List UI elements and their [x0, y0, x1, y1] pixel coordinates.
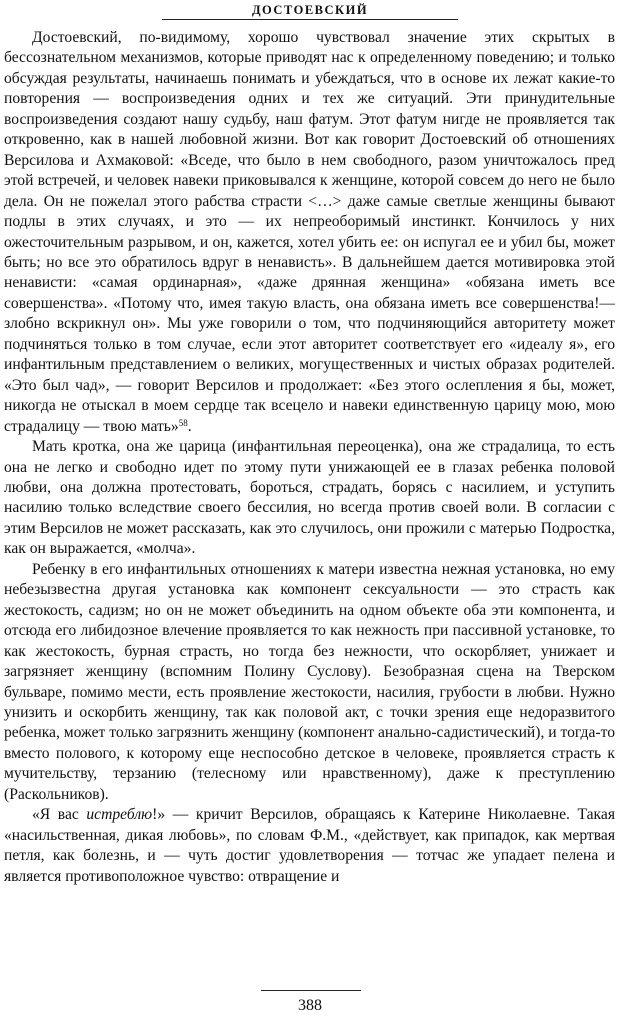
footnote-ref-58[interactable]: 58: [178, 417, 188, 428]
paragraph-1: [4, 28, 615, 437]
paragraph-4-text: !» — кричит Версилов, обращаясь к Катерине Николаевне. Такая «насильственная, дикая любовь», по словам Ф.М., «действует, как припадок, как мертвая петля, как болезнь, и — чуть достиг удовлетворения — тотчас же упадает пелена и является противоположное чувство: отвращение и: [4, 806, 615, 885]
footer-rule: [261, 990, 361, 991]
paragraph-1-text: Достоевский, по-видимому, хорошо чувствовал значение этих скрытых в бессознательном механизмов, которые приводят нас к определенному поведению; и только обсуждая результаты, начинаешь понимать и убеждаться, что в основе их лежат какие-то повторения — воспроизведения одних и тех же ситуаций. Эти принудительные воспроизведения создают нашу судьбу, наш фатум. Этот фатум нигде не проявляется так откровенно, как в нашей любовной жизни. Вот как говорит Достоевский об отношениях Версилова и Ахмаковой: «Вседе, что было в нем свободного, разом уничтожалось пред этой встречей, и человек навеки приковывался к женщине, которой совсем до него не было дела. Он не пожелал этого рабства страсти <…> даже самые светлые женщины бывают подлы в этих случаях, и это — их непреоборимый инстинкт. Кончилось у них ожесточительным разрывом, и он, кажется, хотел убить ее: он испугал ее и убил бы, может быть; но все это обратилось вдруг в ненависть». В дальнейшем дается мотивировка этой ненависти: «самая ординарная», «даже дрянная женщина» «обязана иметь все совершенства». «Потому что, имея такую власть, она обязана иметь все совершенства!— злобно вскрикнул он». Мы уже говорили о том, что подчиняющийся авторитету может подчиняться только в том случае, если этот авторитет соответствует его «идеалу я», его инфантильным представлением о великих, могущественных и чистых образах родителей. «Это был чад», — говорит Версилов и продолжает: «Без этого ослепления я бы, может, никогда не отыскал в моем сердце так всецело и навеки единственную царицу мою, мою страдалицу — твою мать»: [4, 29, 615, 435]
paragraph-3: Ребенку в его инфантильных отношениях к матери известна нежная установка, но ему небезызвестна другая установка как компонент сексуальности — это страсть как жестокость, садизм; но он не может объединить на одном объекте оба эти компонента, и отсюда его либидозное влечение проявляется то как нежность при пассивной установке, то как жестокость, бурная страсть, но тогда без нежности, что оскорбляет, унижает и загрязняет женщину (вспомним Полину Суслову). Безобразная сцена на Тверском бульваре, помимо мести, есть проявление жестокости, насилия, грубости в любви. Нужно унизить и оскорбить женщину, так как половой акт, с точки зрения еще недоразвитого ребенка, может только загрязнить женщину (компонент анально-садистический), и тогда-то вместо полового, к которому еще неспособно детское в человеке, проявляется страсть к мучительству, терзанию (телесному или нравственному), даже к преступлению (Раскольников).: [4, 560, 615, 803]
paragraph-1-end: .: [187, 417, 192, 435]
page-number: 388: [298, 997, 322, 1014]
running-head: ДОСТОЕВСКИЙ: [251, 3, 369, 17]
paragraph-4: [4, 805, 615, 887]
italic-word: истреблю: [86, 806, 153, 824]
header-rule: [162, 19, 458, 20]
body-text: [4, 28, 615, 887]
paragraph-2: Мать кротка, она же царица (инфантильная переоценка), она же страдалица, то есть она не легко и свободно идет по этому пути унижающей ее в глазах ребенка половой любви, она должна протестовать, бороться, страдать, борясь с насилием, и уступить насилию только вследствие своего бессилия, но всегда против своей воли. В согласии с этим Версилов не может рассказать, как это случилось, они прожили с матерью Подростка, как он выражается, «молча».: [4, 438, 615, 558]
paragraph-4-lead: «Я вас: [32, 806, 87, 824]
